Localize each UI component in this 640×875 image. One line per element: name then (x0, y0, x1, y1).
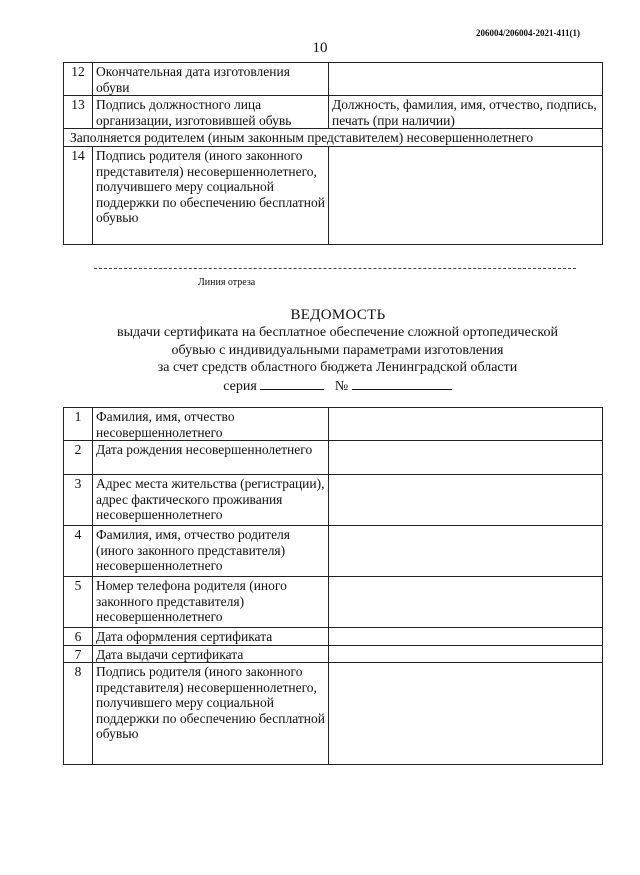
row-label: Адрес места жительства (регистрации), адрес фактического проживания несовершеннолетнего (93, 475, 329, 526)
parent-section-heading: Заполняется родителем (иным законным представителем) несовершеннолетнего (64, 129, 603, 147)
certificate-table-continued (63, 62, 603, 245)
cut-line-label: Линия отреза (198, 277, 256, 288)
table-row (64, 441, 603, 475)
row-number: 3 (64, 475, 93, 526)
subtitle-line: за счет средств областного бюджета Ленинградской области (157, 360, 518, 375)
table-row (64, 628, 603, 646)
row-value (329, 63, 603, 96)
row-number: 7 (64, 645, 93, 663)
row-value (329, 147, 603, 245)
table-row (64, 63, 603, 96)
table-row (64, 526, 603, 577)
row-label: Дата оформления сертификата (93, 628, 329, 646)
table-row (64, 408, 603, 441)
row-value (329, 645, 603, 663)
row-number: 5 (64, 577, 93, 628)
row-value: Должность, фамилия, имя, отчество, подпись, печать (при наличии) (329, 96, 603, 129)
row-value (329, 526, 603, 577)
vedomost-title: ВЕДОМОСТЬ (290, 307, 386, 323)
series-number-line (70, 377, 605, 396)
section-row (64, 129, 603, 147)
row-value (329, 577, 603, 628)
page-number: 10 (312, 40, 328, 56)
document-id: 206004/206004-2021-411(1) (476, 28, 580, 38)
vedomost-table (63, 407, 603, 765)
series-blank (260, 377, 324, 390)
row-label: Дата выдачи сертификата (93, 645, 329, 663)
row-number: 13 (64, 96, 93, 129)
row-number: 2 (64, 441, 93, 475)
row-number: 14 (64, 147, 93, 245)
row-label: Дата рождения несовершеннолетнего (93, 441, 329, 475)
table-row (64, 96, 603, 129)
row-label: Окончательная дата изготовления обуви (93, 63, 329, 96)
row-value (329, 441, 603, 475)
table-row (64, 147, 603, 245)
table-row (64, 645, 603, 663)
subtitle-line: выдачи сертификата на бесплатное обеспечение сложной ортопедической (117, 325, 558, 340)
row-label: Подпись родителя (иного законного представителя) несовершеннолетнего, получившего меру социальной поддержки по обеспечению бесплатной обувью (93, 147, 329, 245)
row-number: 12 (64, 63, 93, 96)
row-label: Фамилия, имя, отчество несовершеннолетнего (93, 408, 329, 441)
row-value (329, 628, 603, 646)
series-label: серия (223, 378, 257, 394)
row-label: Номер телефона родителя (иного законного представителя) несовершеннолетнего (93, 577, 329, 628)
cut-line (94, 268, 576, 269)
subtitle-line: обувью с индивидуальными параметрами изготовления (171, 342, 504, 358)
vedomost-subtitle (70, 324, 605, 395)
row-label: Фамилия, имя, отчество родителя (иного законного представителя) несовершеннолетнего (93, 526, 329, 577)
table-row (64, 577, 603, 628)
row-number: 8 (64, 663, 93, 765)
row-label: Подпись должностного лица организации, изготовившей обувь (93, 96, 329, 129)
row-label: Подпись родителя (иного законного представителя) несовершеннолетнего, получившего меру социальной поддержки по обеспечению бесплатной обувью (93, 663, 329, 765)
row-number: 4 (64, 526, 93, 577)
row-value (329, 663, 603, 765)
table-row (64, 663, 603, 765)
table-row (64, 475, 603, 526)
number-blank (352, 377, 452, 390)
row-number: 6 (64, 628, 93, 646)
row-value (329, 408, 603, 441)
row-value (329, 475, 603, 526)
number-label: № (334, 378, 349, 394)
row-number: 1 (64, 408, 93, 441)
